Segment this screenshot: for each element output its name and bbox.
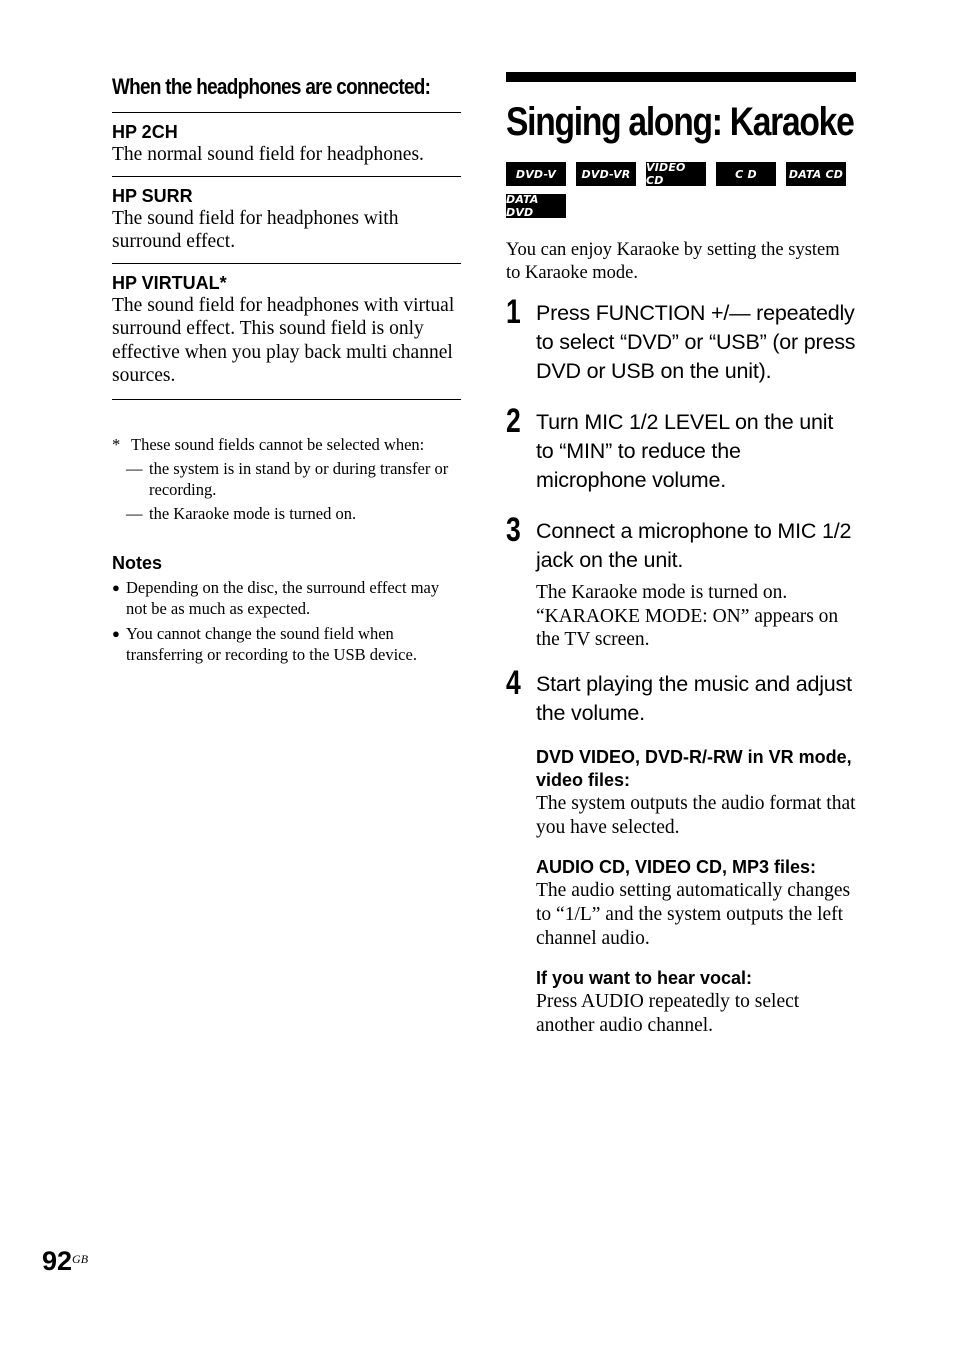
footnote-item-text: the system is in stand by or during transfer or recording. bbox=[149, 458, 449, 499]
entry-title: HP SURR bbox=[112, 185, 193, 206]
disc-type-badges bbox=[506, 162, 856, 218]
entry-title: HP VIRTUAL* bbox=[112, 272, 227, 293]
section-heading: When the headphones are connected: bbox=[112, 74, 431, 99]
footnote bbox=[112, 434, 461, 455]
step-number: 2 bbox=[506, 402, 521, 440]
entry-title: HP 2CH bbox=[112, 122, 178, 142]
badge-dvd-v: DVD-V bbox=[506, 162, 566, 186]
note-text: You cannot change the sound field when transferring or recording to the USB device. bbox=[126, 623, 417, 664]
bullet-icon: ● bbox=[112, 579, 120, 595]
step bbox=[506, 402, 856, 495]
step-text: Start playing the music and adjust the volume. bbox=[536, 671, 852, 725]
sub-entry-body: The system outputs the audio format that you have selected. bbox=[536, 792, 856, 838]
badge-data-dvd: DATA DVD bbox=[506, 194, 566, 218]
footnote-item bbox=[112, 458, 461, 500]
footnote-item-text: the Karaoke mode is turned on. bbox=[149, 503, 357, 523]
left-column bbox=[112, 70, 461, 669]
sub-entry bbox=[536, 967, 856, 1038]
footnote-item bbox=[112, 503, 461, 524]
note-item bbox=[112, 623, 461, 665]
step-text: Press FUNCTION +/— repeatedly to select “DVD” or “USB” (or press DVD or USB on the unit). bbox=[536, 301, 856, 383]
badge-video-cd: VIDEO CD bbox=[646, 162, 706, 186]
step bbox=[506, 663, 856, 1038]
badge-data-cd: DATA CD bbox=[786, 162, 846, 186]
sub-entry bbox=[536, 746, 856, 840]
sub-entry bbox=[536, 856, 856, 951]
step bbox=[506, 511, 856, 652]
footnote-mark: * bbox=[112, 434, 121, 454]
step-text: Turn MIC 1/2 LEVEL on the unit to “MIN” to reduce the microphone volume. bbox=[536, 410, 834, 492]
sub-entry-title: If you want to hear vocal: bbox=[536, 967, 753, 988]
entry-body: The normal sound field for headphones. bbox=[112, 144, 424, 165]
sub-entry-body: Press AUDIO repeatedly to select another audio channel. bbox=[536, 990, 800, 1036]
step-number: 3 bbox=[506, 511, 521, 549]
sound-field-entry bbox=[112, 177, 461, 263]
badge-cd: C D bbox=[716, 162, 776, 186]
page-number-suffix: GB bbox=[72, 1252, 89, 1266]
step-number: 1 bbox=[506, 293, 521, 331]
title-bar bbox=[506, 72, 856, 82]
right-column bbox=[506, 72, 856, 1038]
page-title: Singing along: Karaoke bbox=[506, 100, 854, 144]
note-item bbox=[112, 577, 461, 619]
sub-entry-body: The audio setting automatically changes to “1/L” and the system outputs the left channel audio. bbox=[536, 879, 851, 949]
entry-body: The sound field for headphones with surround effect. bbox=[112, 207, 399, 252]
note-text: Depending on the disc, the surround effect may not be as much as expected. bbox=[126, 577, 440, 618]
dash-icon: — bbox=[126, 458, 143, 478]
page-number bbox=[42, 1246, 88, 1277]
dash-icon: — bbox=[126, 503, 143, 523]
step-text: Connect a microphone to MIC 1/2 jack on the unit. bbox=[536, 519, 852, 572]
bullet-icon: ● bbox=[112, 625, 120, 641]
step bbox=[506, 293, 856, 386]
footnote-text: These sound fields cannot be selected when: bbox=[131, 434, 425, 454]
step-detail: The Karaoke mode is turned on. “KARAOKE MODE: ON” appears on the TV screen. bbox=[536, 582, 839, 650]
step-number: 4 bbox=[506, 663, 521, 702]
sub-entry-title: AUDIO CD, VIDEO CD, MP3 files: bbox=[536, 856, 817, 877]
entry-body: The sound field for headphones with virtual surround effect. This sound field is only effective when you play back multi channel sources. bbox=[112, 294, 455, 386]
page-number-value: 92 bbox=[42, 1246, 73, 1276]
sub-entry-title: DVD VIDEO, DVD-R/-RW in VR mode, video files: bbox=[536, 746, 852, 790]
notes-title: Notes bbox=[112, 552, 163, 573]
divider bbox=[112, 399, 461, 400]
sound-field-entry bbox=[112, 113, 461, 176]
badge-dvd-vr: DVD-VR bbox=[576, 162, 636, 186]
intro-text: You can enjoy Karaoke by setting the system to Karaoke mode. bbox=[506, 240, 840, 283]
sound-field-entry bbox=[112, 264, 461, 397]
